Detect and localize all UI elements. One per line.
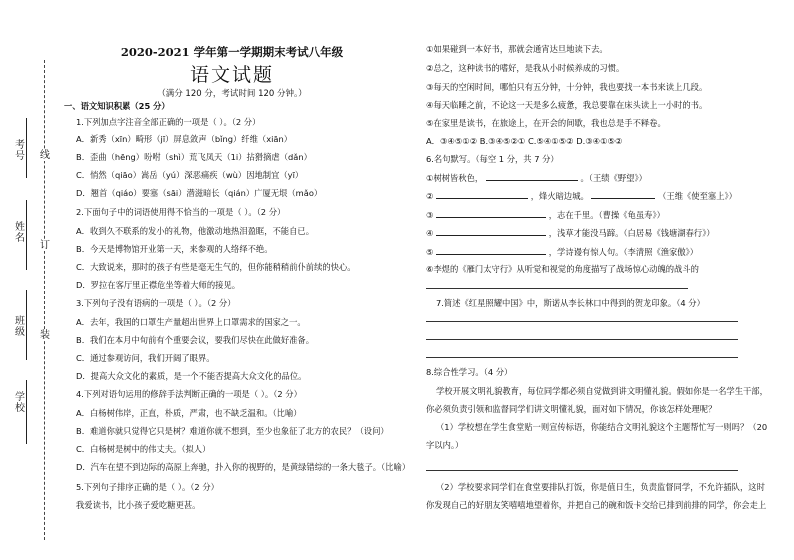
q1-option-d: D．翘首（qiáo）要塞（sāi）潜滋暗长（qián）广厦无垠（mǎo） bbox=[76, 188, 323, 198]
q6-blank-1[interactable] bbox=[486, 172, 578, 181]
q8-part-1-cont: 字以内。） bbox=[426, 440, 464, 450]
q6-item-4-suffix: ，浅草才能没马蹄。（白居易《钱塘湖春行》） bbox=[548, 228, 715, 238]
q6-blank-3[interactable] bbox=[591, 190, 655, 199]
q1-option-a: A．新秀（xīn）畸形（jī）屏息敛声（bǐng）纤维（xiān） bbox=[76, 134, 293, 144]
binding-mark-fold: 装 bbox=[40, 330, 50, 341]
question-3: 3.下列句子没有语病的一项是（ ）。（2 分） bbox=[76, 298, 236, 308]
q6-blank-4[interactable] bbox=[436, 209, 546, 218]
q6-item-4 bbox=[426, 227, 715, 238]
q8-intro-1: 学校开展文明礼貌教育，每位同学都必须自觉做到讲文明懂礼貌。假如你是一名学生干部， bbox=[436, 386, 768, 396]
q4-option-d: D．汽车在望不到边际的高原上奔驰，扑入你的视野的，是黄绿错综的一条大毯子。（比喻） bbox=[76, 462, 411, 472]
question-4: 4.下列对语句运用的修辞手法判断正确的一项是（ ）。（2 分） bbox=[76, 389, 302, 399]
school-field[interactable] bbox=[26, 380, 27, 444]
q7-answer-line-1[interactable] bbox=[426, 321, 738, 322]
q3-option-d: D．提高大众文化的素质，是一个不能否提高大众文化的品位。 bbox=[76, 371, 307, 381]
q2-option-d: D．罗拉在客厅里正襟危坐等着大师的接见。 bbox=[76, 280, 241, 290]
q5-passage: 我爱读书，比小孩子爱吃糖更甚。 bbox=[76, 500, 201, 510]
school-label: 学校 bbox=[15, 392, 25, 414]
q2-option-c: C．大致说来，那时的孩子有些是毫无生气的，但你能稍稍前仆前续的快心。 bbox=[76, 262, 356, 272]
q6-item-1-suffix: 。（王绩《野望》） bbox=[580, 173, 647, 183]
exam-subject: 语文试题 bbox=[189, 64, 274, 86]
binding-margin bbox=[0, 0, 62, 560]
q2-option-b: B．今天是博物馆开业第一天，来参观的人络绎不绝。 bbox=[76, 244, 273, 254]
question-8: 8.综合性学习。（4 分） bbox=[426, 367, 513, 377]
class-label: 班级 bbox=[15, 316, 25, 338]
q6-item-2-prefix: ② bbox=[426, 191, 434, 201]
exam-no-field[interactable] bbox=[26, 118, 27, 178]
q6-item-1 bbox=[426, 172, 647, 183]
q5-sentence-4: ④每天临睡之前，不论这一天是多么疲惫，我总要靠在床头读上一小时的书。 bbox=[426, 100, 708, 110]
exam-no-label: 考号 bbox=[15, 140, 25, 162]
q8-answer-line[interactable] bbox=[426, 470, 738, 471]
q6-item-2-mid: ，烽火暗边城。 bbox=[530, 191, 589, 201]
q3-option-b: B．我们在本月中旬前有个重要会议，要我们尽快在此做好准备。 bbox=[76, 335, 315, 345]
q8-intro-2: 你必须负责引领和监督同学们讲文明懂礼貌，面对如下情况，你该怎样处理呢？ bbox=[426, 404, 717, 414]
q6-item-2-suffix: （王维《使至塞上》） bbox=[658, 191, 737, 201]
q6-item-3-suffix: ，志在千里。（曹操《龟虽寿》） bbox=[548, 210, 665, 220]
q8-part-2: （2）学校要求同学们在食堂要排队打饭，你是值日生，负责监督同学，不允许插队，这时 bbox=[436, 482, 765, 492]
name-field[interactable] bbox=[26, 200, 27, 270]
question-1: 1.下列加点字注音全部正确的一项是（ ）。（2 分） bbox=[76, 117, 261, 127]
binding-mark-bind: 订 bbox=[40, 240, 50, 251]
q6-item-3-prefix: ③ bbox=[426, 210, 434, 220]
q6-item-5 bbox=[426, 246, 698, 257]
binding-dashed-line bbox=[44, 60, 45, 540]
question-5: 5.下列句子排序正确的是（ ）。（2 分） bbox=[76, 482, 219, 492]
q6-item-6: ⑥李煜的《雁门太守行》从听觉和视觉的角度描写了战场惊心动魄的战斗的 bbox=[426, 264, 699, 274]
q7-answer-line-2[interactable] bbox=[426, 339, 738, 340]
q5-sentence-3: ③每天的空闲时间，哪怕只有五分钟，十分钟，我也要找一本书来读上几段。 bbox=[426, 82, 708, 92]
q2-option-a: A．收到久不联系的发小的礼物，他激动地热泪盈眶，不能自已。 bbox=[76, 226, 314, 236]
q3-option-c: C．通过参观访问，我们开阔了眼界。 bbox=[76, 353, 215, 363]
question-2: 2.下面句子中的词语使用得不恰当的一项是（ ）。（2 分） bbox=[76, 207, 286, 217]
q6-item-1-prefix: ①树树皆秋色， bbox=[426, 173, 484, 183]
q5-sentence-1: ①如果碰到一本好书，那就会通宵达旦地读下去。 bbox=[426, 44, 608, 54]
question-6: 6.名句默写。（每空 1 分，共 7 分） bbox=[426, 154, 559, 164]
q6-item-5-suffix: ，学诗谩有惊人句。（李清照《渔家傲》） bbox=[548, 247, 699, 257]
q5-sentence-5: ⑤在家里是读书，在旅途上，在开会的间歇，我也总是手不释卷。 bbox=[426, 118, 666, 128]
exam-note: （满分 120 分，考试时间 120 分钟。） bbox=[157, 89, 307, 99]
q8-part-1: （1）学校想在学生食堂贴一则宣传标语，你能结合文明礼貌这个主题帮忙写一则吗？（20 bbox=[436, 422, 768, 432]
section-heading: 一、语文知识积累（25 分） bbox=[64, 101, 170, 111]
q6-item-3 bbox=[426, 209, 665, 220]
q1-option-c: C．悄然（qiāo）嵩岳（yú）深恶痛疾（wù）因地制宜（yī） bbox=[76, 170, 304, 180]
q5-options: A．③④⑤①② B.③④⑤②① C.⑤④①⑤② D.③④①⑤② bbox=[426, 136, 623, 146]
q4-option-b: B．难道你就只觉得它只是树？难道你就不想到，至少也象征了北方的农民？（设问） bbox=[76, 426, 389, 436]
q6-blank-6[interactable] bbox=[436, 246, 546, 255]
q4-option-a: A．白杨树伟岸，正直，朴质，严肃，也不缺乏温和。（比喻） bbox=[76, 408, 302, 418]
name-label: 姓名 bbox=[15, 222, 25, 244]
q6-item-4-prefix: ④ bbox=[426, 228, 434, 238]
q6-item-5-prefix: ⑤ bbox=[426, 247, 434, 257]
q7-answer-line-3[interactable] bbox=[426, 357, 738, 358]
q1-option-b: B．歪曲（hēng）吩咐（shì）荒飞凤天（1i）拈猾摘虐（dǎn） bbox=[76, 152, 312, 162]
q6-answer-line[interactable] bbox=[426, 288, 688, 289]
q5-sentence-2: ②总之，这种读书的嗜好，是我从小时候养成的习惯。 bbox=[426, 63, 625, 73]
q8-part-2-cont: 你发现自己的好朋友笑嘻嘻地望着你，并把自己的碗和饭卡交给已排到前排的同学，你会走上 bbox=[426, 500, 767, 510]
exam-title: 2020-2021 学年第一学期期末考试八年级 bbox=[120, 45, 344, 59]
q6-blank-5[interactable] bbox=[436, 227, 546, 236]
q6-item-2 bbox=[426, 190, 737, 201]
class-field[interactable] bbox=[26, 290, 27, 360]
question-7: 7.简述《红星照耀中国》中，斯诺从李长林口中得到的贺龙印象。（4 分） bbox=[436, 298, 705, 308]
binding-mark-line: 线 bbox=[40, 150, 50, 161]
q6-blank-2[interactable] bbox=[436, 190, 528, 199]
q4-option-c: C．白杨树是树中的伟丈夫。（拟人） bbox=[76, 444, 211, 454]
q3-option-a: A．去年，我国的口罩生产量超出世界上口罩需求的国家之一。 bbox=[76, 317, 306, 327]
